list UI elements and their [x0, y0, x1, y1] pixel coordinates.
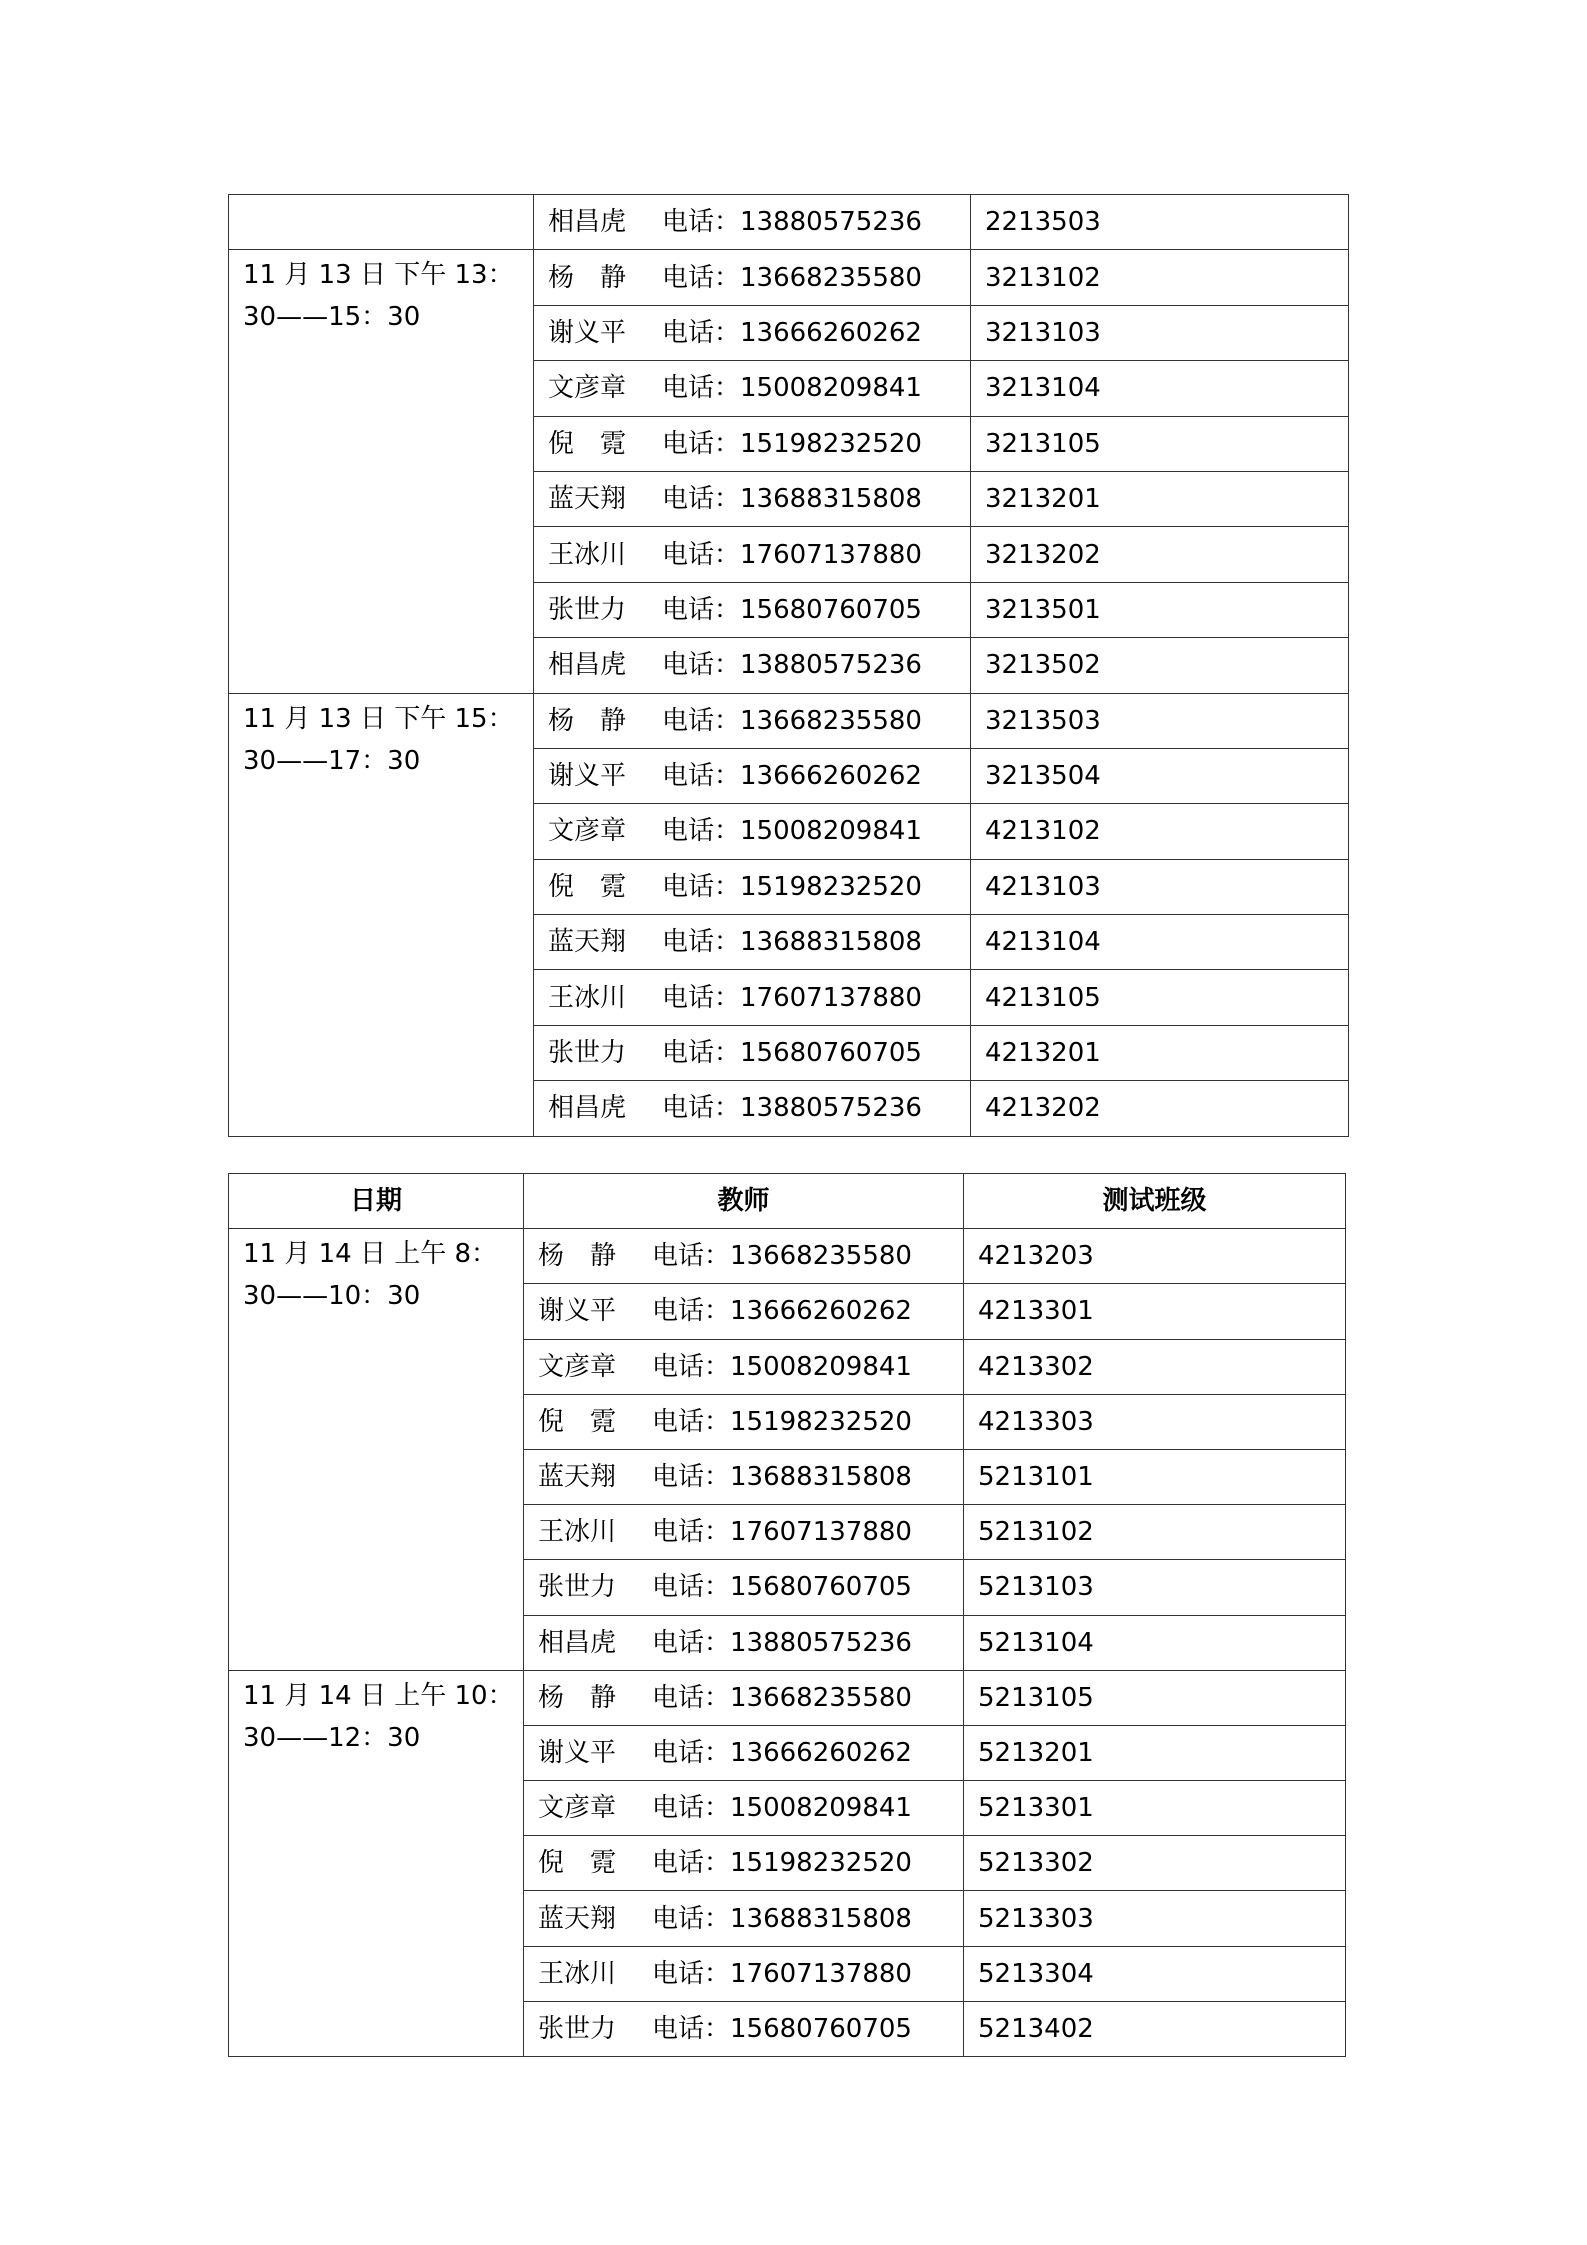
teacher-cell [524, 1284, 964, 1339]
phone-number: 17607137880 [730, 1958, 912, 1989]
class-cell: 3213102 [971, 250, 1349, 305]
phone-number: 13668235580 [730, 1682, 912, 1713]
teacher-name: 相昌虎 [548, 1093, 627, 1124]
phone-label: 电话： [662, 484, 741, 515]
teacher-cell [534, 1025, 971, 1080]
class-cell: 5213105 [964, 1670, 1346, 1725]
class-cell: 3213504 [971, 748, 1349, 803]
phone-number: 17607137880 [740, 539, 922, 570]
teacher-name: 文彦章 [538, 1351, 617, 1382]
class-cell: 3213502 [971, 638, 1349, 693]
teacher-cell [534, 250, 971, 305]
date-cell: 11 月 14 日 上午 8：30——10：30 [229, 1229, 524, 1671]
teacher-name: 倪 霓 [538, 1848, 617, 1879]
phone-label: 电话： [662, 816, 741, 847]
teacher-name: 王冰川 [548, 982, 627, 1013]
header-class: 测试班级 [964, 1174, 1346, 1229]
phone-number: 13668235580 [740, 705, 922, 736]
class-cell: 5213104 [964, 1615, 1346, 1670]
teacher-cell [524, 1670, 964, 1725]
teacher-cell [524, 1229, 964, 1284]
phone-number: 13688315808 [740, 927, 922, 958]
teacher-cell [524, 1946, 964, 2001]
class-cell: 5213301 [964, 1781, 1346, 1836]
phone-label: 电话： [652, 1793, 731, 1824]
teacher-name: 谢义平 [538, 1737, 617, 1768]
teacher-cell [524, 1394, 964, 1449]
class-cell: 3213103 [971, 305, 1349, 360]
teacher-name: 蓝天翔 [538, 1462, 617, 1493]
teacher-cell [534, 582, 971, 637]
phone-number: 15680760705 [730, 1572, 912, 1603]
teacher-name: 文彦章 [548, 373, 627, 404]
table-row [229, 1229, 1346, 1284]
teacher-cell [534, 527, 971, 582]
teacher-cell [534, 804, 971, 859]
teacher-name: 张世力 [548, 594, 627, 625]
class-cell: 4213303 [964, 1394, 1346, 1449]
teacher-cell [534, 416, 971, 471]
phone-number: 15680760705 [740, 1038, 922, 1069]
class-cell: 5213201 [964, 1725, 1346, 1780]
teacher-cell [524, 1891, 964, 1946]
teacher-name: 蓝天翔 [548, 927, 627, 958]
class-cell: 4213301 [964, 1284, 1346, 1339]
class-cell: 3213501 [971, 582, 1349, 637]
teacher-name: 谢义平 [548, 761, 627, 792]
phone-label: 电话： [662, 871, 741, 902]
teacher-cell [534, 195, 971, 250]
teacher-cell [534, 1081, 971, 1136]
phone-label: 电话： [662, 539, 741, 570]
phone-number: 17607137880 [740, 982, 922, 1013]
phone-label: 电话： [662, 982, 741, 1013]
class-cell: 4213201 [971, 1025, 1349, 1080]
teacher-name: 杨 静 [538, 1682, 617, 1713]
phone-label: 电话： [662, 705, 741, 736]
phone-number: 13666260262 [740, 317, 922, 348]
teacher-name: 王冰川 [548, 539, 627, 570]
phone-label: 电话： [652, 2013, 731, 2044]
phone-number: 15198232520 [740, 871, 922, 902]
class-cell: 4213105 [971, 970, 1349, 1025]
teacher-cell [524, 1725, 964, 1780]
class-cell: 5213302 [964, 1836, 1346, 1891]
date-cell: 11 月 13 日 下午 13：30——15：30 [229, 250, 534, 693]
teacher-name: 倪 霓 [548, 428, 627, 459]
phone-number: 13880575236 [740, 207, 922, 238]
schedule-table-continued [228, 194, 1349, 1137]
phone-number: 13688315808 [730, 1462, 912, 1493]
phone-label: 电话： [652, 1682, 731, 1713]
phone-number: 13666260262 [730, 1296, 912, 1327]
table-row [229, 693, 1349, 748]
class-cell: 4213302 [964, 1339, 1346, 1394]
teacher-name: 相昌虎 [548, 207, 627, 238]
phone-number: 15198232520 [730, 1406, 912, 1437]
teacher-cell [534, 748, 971, 803]
teacher-cell [524, 1449, 964, 1504]
teacher-cell [534, 693, 971, 748]
phone-number: 13880575236 [740, 650, 922, 681]
phone-number: 15008209841 [730, 1793, 912, 1824]
teacher-name: 王冰川 [538, 1517, 617, 1548]
teacher-cell [534, 305, 971, 360]
teacher-name: 谢义平 [548, 317, 627, 348]
phone-number: 13880575236 [730, 1627, 912, 1658]
teacher-name: 相昌虎 [538, 1627, 617, 1658]
phone-label: 电话： [652, 1241, 731, 1272]
teacher-name: 张世力 [538, 1572, 617, 1603]
class-cell: 3213201 [971, 471, 1349, 526]
phone-number: 13666260262 [740, 761, 922, 792]
table-row [229, 250, 1349, 305]
class-cell: 3213105 [971, 416, 1349, 471]
phone-label: 电话： [662, 927, 741, 958]
class-cell: 5213304 [964, 1946, 1346, 2001]
class-cell: 5213101 [964, 1449, 1346, 1504]
phone-label: 电话： [662, 428, 741, 459]
teacher-cell [524, 1560, 964, 1615]
phone-number: 15008209841 [740, 373, 922, 404]
teacher-name: 蓝天翔 [548, 484, 627, 515]
phone-number: 13668235580 [740, 262, 922, 293]
phone-label: 电话： [652, 1848, 731, 1879]
class-cell: 5213102 [964, 1505, 1346, 1560]
teacher-cell [534, 859, 971, 914]
phone-label: 电话： [652, 1462, 731, 1493]
schedule-table [228, 1173, 1346, 2057]
teacher-name: 蓝天翔 [538, 1903, 617, 1934]
teacher-name: 谢义平 [538, 1296, 617, 1327]
teacher-cell [524, 1781, 964, 1836]
teacher-cell [524, 1505, 964, 1560]
phone-label: 电话： [662, 761, 741, 792]
phone-label: 电话： [652, 1958, 731, 1989]
class-cell: 5213103 [964, 1560, 1346, 1615]
teacher-name: 文彦章 [538, 1793, 617, 1824]
phone-label: 电话： [652, 1517, 731, 1548]
phone-label: 电话： [652, 1903, 731, 1934]
teacher-cell [534, 638, 971, 693]
class-cell: 4213103 [971, 859, 1349, 914]
class-cell: 3213202 [971, 527, 1349, 582]
phone-number: 15680760705 [740, 594, 922, 625]
table-header-row [229, 1174, 1346, 1229]
phone-label: 电话： [662, 1093, 741, 1124]
class-cell: 3213503 [971, 693, 1349, 748]
teacher-name: 杨 静 [538, 1241, 617, 1272]
teacher-name: 王冰川 [538, 1958, 617, 1989]
teacher-name: 杨 静 [548, 705, 627, 736]
header-date: 日期 [229, 1174, 524, 1229]
teacher-cell [534, 471, 971, 526]
teacher-name: 张世力 [548, 1038, 627, 1069]
table-row [229, 1670, 1346, 1725]
teacher-cell [534, 915, 971, 970]
class-cell: 5213303 [964, 1891, 1346, 1946]
class-cell: 4213102 [971, 804, 1349, 859]
class-cell: 4213203 [964, 1229, 1346, 1284]
phone-number: 17607137880 [730, 1517, 912, 1548]
date-cell [229, 195, 534, 250]
phone-number: 13880575236 [740, 1093, 922, 1124]
date-cell: 11 月 14 日 上午 10：30——12：30 [229, 1670, 524, 2056]
phone-number: 15008209841 [740, 816, 922, 847]
phone-number: 13688315808 [740, 484, 922, 515]
phone-number: 15198232520 [740, 428, 922, 459]
phone-label: 电话： [662, 594, 741, 625]
teacher-name: 倪 霓 [548, 871, 627, 902]
phone-label: 电话： [662, 1038, 741, 1069]
teacher-cell [524, 1615, 964, 1670]
teacher-name: 倪 霓 [538, 1406, 617, 1437]
phone-label: 电话： [662, 317, 741, 348]
header-teacher: 教师 [524, 1174, 964, 1229]
phone-label: 电话： [652, 1351, 731, 1382]
teacher-name: 杨 静 [548, 262, 627, 293]
phone-number: 13668235580 [730, 1241, 912, 1272]
class-cell: 4213202 [971, 1081, 1349, 1136]
phone-label: 电话： [652, 1572, 731, 1603]
phone-label: 电话： [662, 207, 741, 238]
phone-label: 电话： [652, 1406, 731, 1437]
phone-label: 电话： [652, 1627, 731, 1658]
teacher-cell [534, 970, 971, 1025]
teacher-cell [524, 1836, 964, 1891]
phone-label: 电话： [662, 650, 741, 681]
phone-number: 15680760705 [730, 2013, 912, 2044]
teacher-name: 张世力 [538, 2013, 617, 2044]
teacher-cell [524, 2001, 964, 2056]
phone-label: 电话： [652, 1296, 731, 1327]
table-row [229, 195, 1349, 250]
phone-label: 电话： [652, 1737, 731, 1768]
class-cell: 3213104 [971, 361, 1349, 416]
phone-number: 13666260262 [730, 1737, 912, 1768]
class-cell: 5213402 [964, 2001, 1346, 2056]
date-cell: 11 月 13 日 下午 15：30——17：30 [229, 693, 534, 1136]
teacher-name: 文彦章 [548, 816, 627, 847]
phone-number: 15198232520 [730, 1848, 912, 1879]
phone-number: 15008209841 [730, 1351, 912, 1382]
phone-label: 电话： [662, 373, 741, 404]
teacher-name: 相昌虎 [548, 650, 627, 681]
phone-label: 电话： [662, 262, 741, 293]
teacher-cell [524, 1339, 964, 1394]
class-cell: 4213104 [971, 915, 1349, 970]
class-cell: 2213503 [971, 195, 1349, 250]
phone-number: 13688315808 [730, 1903, 912, 1934]
teacher-cell [534, 361, 971, 416]
